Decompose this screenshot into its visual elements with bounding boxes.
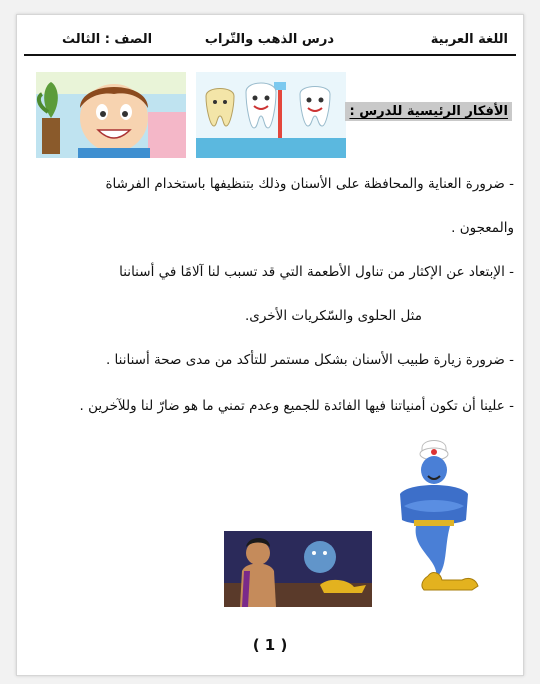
page-number: ( 1 )	[252, 636, 288, 654]
main-idea-1: - ضرورة العناية والمحافظة على الأسنان وذلك بتنظيفها باستخدام الفرشاة	[105, 176, 514, 192]
main-idea-3: - ضرورة زيارة طبيب الأسنان بشكل مستمر للتأكد من مدى صحة أسناننا .	[105, 352, 514, 368]
lesson-title: درس الذهب والتّراب	[204, 32, 334, 47]
tooth-characters-image	[196, 72, 346, 158]
main-idea-2-continued: مثل الحلوى والسّكريات الأخرى.	[244, 308, 422, 324]
grade-label: الصف : الثالث	[62, 32, 153, 47]
genie-image	[388, 440, 480, 596]
aladdin-scene-image	[224, 531, 372, 607]
main-idea-4: - علينا أن تكون أمنياتنا فيها الفائدة للجميع وعدم تمني ما هو ضارّ لنا وللآخرين .	[79, 398, 514, 414]
boy-smiling-image	[36, 72, 186, 158]
main-idea-1-continued: والمعجون .	[451, 220, 514, 236]
subject-label: اللغة العربية	[430, 32, 508, 47]
section-title: الأفكار الرئيسية للدرس :	[345, 104, 512, 119]
main-idea-2: - الإبتعاد عن الإكثار من تناول الأطعمة التي قد تسبب لنا آلامًا في أسناننا	[119, 264, 514, 280]
page-header	[24, 20, 516, 56]
